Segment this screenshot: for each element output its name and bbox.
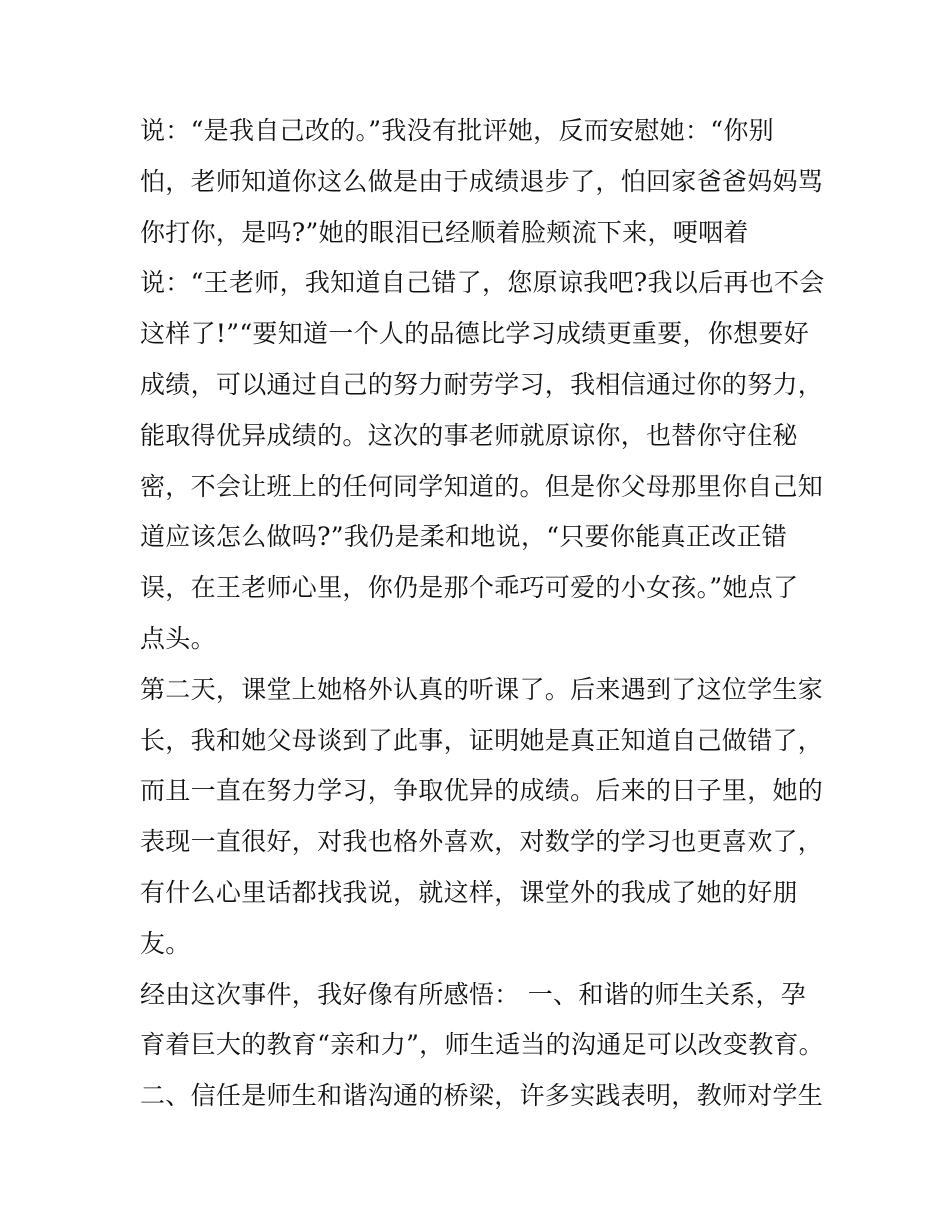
text-line: 而且一直在努力学习，争取优异的成绩。后来的日子里，她的: [140, 776, 824, 806]
text-line: 育着巨大的教育“亲和力”，师生适当的沟通足可以改变教育。: [140, 1030, 824, 1060]
text-line: 说：“是我自己改的。”我没有批评她，反而安慰她：“你别: [140, 116, 774, 145]
text-line: 长，我和她父母谈到了此事，证明她是真正知道自己做错了，: [140, 725, 824, 755]
text-line: 第二天，课堂上她格外认真的听课了。后来遇到了这位学生家: [140, 674, 824, 704]
text-line: 这样了!”“要知道一个人的品德比学习成绩更重要，你想要好: [140, 319, 810, 349]
text-line: 道应该怎么做吗?”我仍是柔和地说，“只要你能真正改正错: [140, 522, 788, 552]
text-line: 友。: [140, 928, 191, 958]
text-line: 点头。: [140, 623, 216, 653]
text-line: 有什么心里话都找我说，就这样，课堂外的我成了她的好朋: [140, 877, 798, 907]
text-line: 怕，老师知道你这么做是由于成绩退步了，怕回家爸爸妈妈骂: [140, 166, 824, 196]
text-line: 成绩，可以通过自己的努力耐劳学习，我相信通过你的努力，: [140, 369, 824, 399]
text-line: 你打你，是吗?”她的眼泪已经顺着脸颊流下来，哽咽着: [140, 217, 749, 247]
text-line: 能取得优异成绩的。这次的事老师就原谅你，也替你守住秘: [140, 420, 798, 450]
text-line: 误，在王老师心里，你仍是那个乖巧可爱的小女孩。”她点了: [140, 573, 799, 603]
text-line: 经由这次事件，我好像有所感悟： 一、和谐的师生关系，孕: [140, 979, 807, 1009]
text-line: 说：“王老师，我知道自己错了，您原谅我吧?我以后再也不会: [140, 268, 825, 298]
text-line: 密，不会让班上的任何同学知道的。但是你父母那里你自己知: [140, 471, 824, 501]
text-line: 二、信任是师生和谐沟通的桥梁，许多实践表明，教师对学生: [140, 1081, 824, 1111]
body-text: [140, 106, 830, 1122]
text-line: 表现一直很好，对我也格外喜欢，对数学的学习也更喜欢了，: [140, 827, 824, 857]
